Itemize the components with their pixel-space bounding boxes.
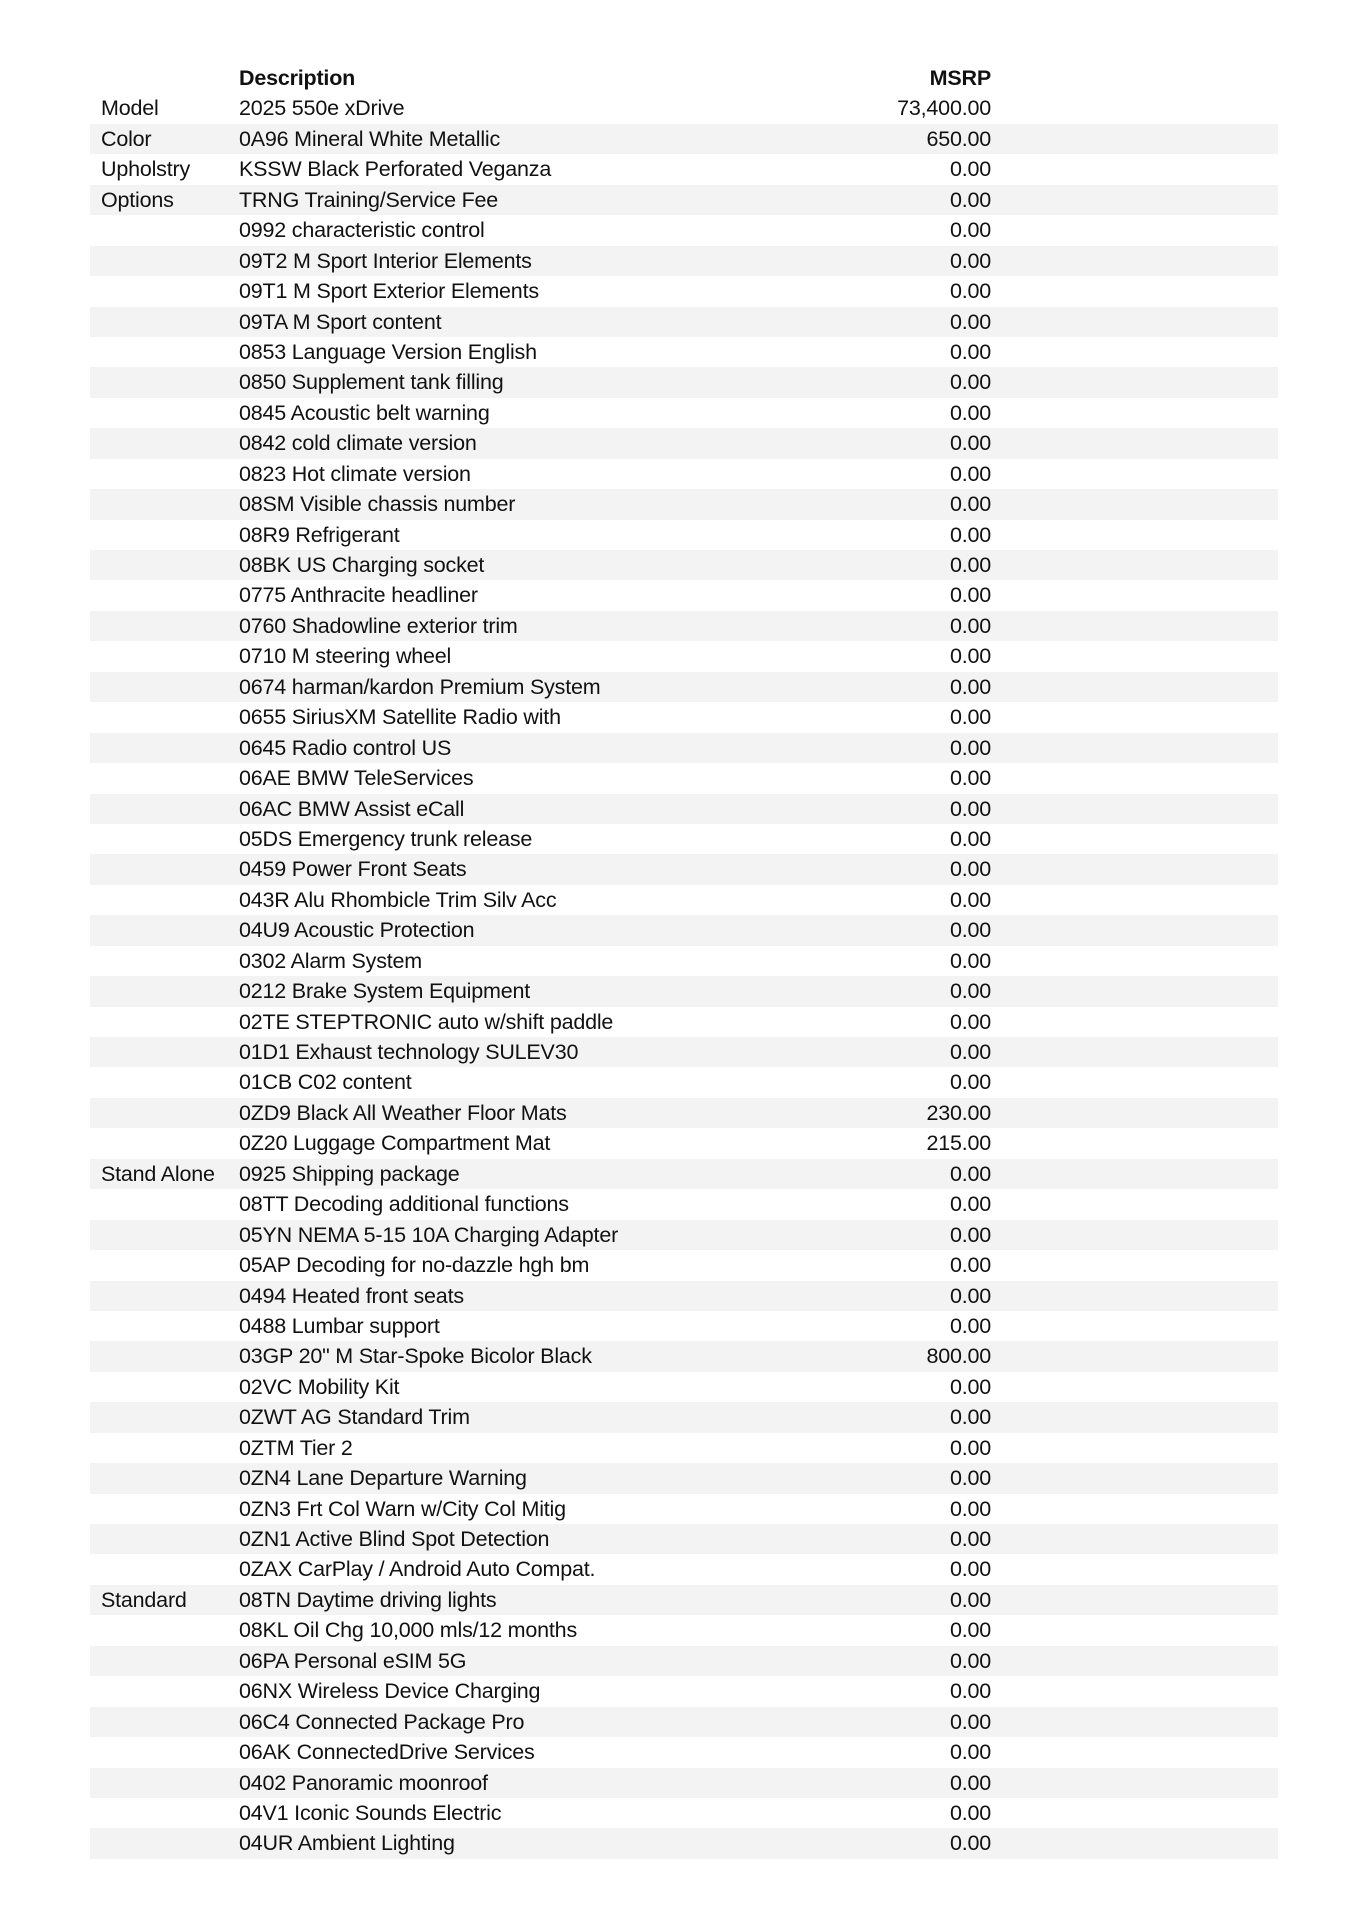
row-description: 0655 SiriusXM Satellite Radio with — [239, 705, 561, 730]
header-description: Description — [239, 66, 356, 90]
row-price: 0.00 — [949, 187, 991, 212]
row-description: 08TN Daytime driving lights — [239, 1587, 497, 1612]
table-row — [90, 1341, 1278, 1371]
row-description: 06AC BMW Assist eCall — [239, 796, 465, 821]
row-price: 0.00 — [949, 1466, 991, 1491]
row-price: 0.00 — [949, 1709, 991, 1734]
row-price: 0.00 — [949, 1070, 991, 1095]
row-description: 0925 Shipping package — [239, 1161, 460, 1186]
row-description: 0760 Shadowline exterior trim — [239, 613, 518, 638]
table-row — [90, 124, 1278, 154]
header-msrp: MSRP — [929, 66, 991, 90]
table-row — [90, 1402, 1278, 1432]
row-description: 0842 cold climate version — [239, 431, 477, 456]
row-description: 0674 harman/kardon Premium System — [239, 674, 601, 699]
table-row — [90, 1646, 1278, 1676]
row-description: 0Z20 Luggage Compartment Mat — [239, 1131, 551, 1156]
row-description: 05YN NEMA 5-15 10A Charging Adapter — [239, 1222, 619, 1247]
row-price: 0.00 — [949, 461, 991, 486]
table-row — [90, 763, 1278, 793]
row-price: 0.00 — [949, 1618, 991, 1643]
row-price: 0.00 — [949, 1192, 991, 1217]
table-row — [90, 185, 1278, 215]
row-description: 0ZTM Tier 2 — [239, 1435, 353, 1460]
table-row — [90, 1494, 1278, 1524]
row-description: 0ZN1 Active Blind Spot Detection — [239, 1527, 550, 1551]
table-row — [90, 946, 1278, 976]
table-row — [90, 550, 1278, 580]
row-price: 0.00 — [949, 553, 991, 577]
table-row — [90, 1098, 1278, 1128]
row-price: 0.00 — [949, 1740, 991, 1765]
row-price: 0.00 — [949, 644, 991, 669]
row-price: 0.00 — [949, 1405, 991, 1430]
row-price: 0.00 — [949, 1283, 991, 1308]
row-price: 0.00 — [949, 1253, 991, 1278]
row-price: 0.00 — [949, 492, 991, 517]
row-description: 06NX Wireless Device Charging — [239, 1679, 541, 1704]
table-row — [90, 1159, 1278, 1189]
row-price: 0.00 — [949, 979, 991, 1004]
table-row — [90, 307, 1278, 337]
row-description: 01CB C02 content — [239, 1070, 412, 1095]
row-price: 0.00 — [949, 1800, 991, 1825]
row-price: 0.00 — [949, 1374, 991, 1399]
row-price: 800.00 — [926, 1344, 991, 1369]
table-row — [90, 1798, 1278, 1828]
table-row — [90, 976, 1278, 1006]
row-description: 0ZD9 Black All Weather Floor Mats — [239, 1100, 567, 1125]
row-description: 0ZN4 Lane Departure Warning — [239, 1466, 527, 1491]
table-row — [90, 915, 1278, 945]
row-price: 0.00 — [949, 918, 991, 943]
row-price: 0.00 — [949, 1679, 991, 1704]
row-description: 0845 Acoustic belt warning — [239, 400, 490, 425]
table-row — [90, 1737, 1278, 1767]
row-price: 0.00 — [949, 583, 991, 608]
row-price: 0.00 — [949, 1222, 991, 1247]
table-row — [90, 154, 1278, 184]
table-row — [90, 1067, 1278, 1097]
table-row — [90, 1433, 1278, 1463]
table-row — [90, 641, 1278, 671]
row-description: 0992 characteristic control — [239, 218, 485, 243]
row-description: 09TA M Sport content — [239, 309, 442, 334]
table-row — [90, 580, 1278, 610]
table-row — [90, 1676, 1278, 1706]
row-description: 08KL Oil Chg 10,000 mls/12 months — [239, 1618, 577, 1643]
table-row — [90, 1524, 1278, 1554]
row-price: 0.00 — [949, 370, 991, 395]
row-description: 06AE BMW TeleServices — [239, 766, 474, 791]
row-category: Options — [101, 187, 174, 212]
row-price: 230.00 — [926, 1100, 991, 1125]
table-body — [90, 93, 1278, 1858]
table-row — [90, 672, 1278, 702]
row-description: 0302 Alarm System — [239, 948, 423, 973]
row-description: 09T2 M Sport Interior Elements — [239, 248, 532, 273]
table-row — [90, 1615, 1278, 1645]
table-row — [90, 93, 1278, 123]
table-row — [90, 1250, 1278, 1280]
row-description: 06C4 Connected Package Pro — [239, 1709, 525, 1734]
table-row — [90, 854, 1278, 884]
row-description: 0A96 Mineral White Metallic — [239, 126, 501, 151]
row-category: Upholstry — [101, 157, 191, 182]
row-description: 0488 Lumbar support — [239, 1313, 440, 1338]
row-description: 2025 550e xDrive — [239, 96, 405, 121]
row-description: 06PA Personal eSIM 5G — [239, 1648, 467, 1673]
row-description: 02TE STEPTRONIC auto w/shift paddle — [239, 1009, 614, 1034]
table-row — [90, 276, 1278, 306]
row-description: 0402 Panoramic moonroof — [239, 1770, 488, 1795]
table-row — [90, 398, 1278, 428]
table-row — [90, 1585, 1278, 1615]
table-row — [90, 1128, 1278, 1158]
row-price: 0.00 — [949, 1496, 991, 1521]
row-description: 0710 M steering wheel — [239, 644, 452, 669]
table-row — [90, 337, 1278, 367]
row-description: 0775 Anthracite headliner — [239, 583, 478, 608]
row-price: 0.00 — [949, 948, 991, 973]
row-price: 0.00 — [949, 1770, 991, 1795]
row-price: 0.00 — [949, 887, 991, 912]
table-row — [90, 885, 1278, 915]
msrp-table — [90, 63, 1278, 1859]
table-row — [90, 1220, 1278, 1250]
table-row — [90, 824, 1278, 854]
table-row — [90, 428, 1278, 458]
row-description: 0850 Supplement tank filling — [239, 370, 504, 395]
table-row — [90, 246, 1278, 276]
row-category: Stand Alone — [101, 1161, 215, 1186]
row-price: 0.00 — [949, 339, 991, 364]
row-description: 04U9 Acoustic Protection — [239, 918, 475, 943]
table-row — [90, 489, 1278, 519]
table-row — [90, 733, 1278, 763]
table-row — [90, 215, 1278, 245]
row-category: Color — [101, 126, 152, 151]
row-description: 0823 Hot climate version — [239, 461, 471, 486]
row-description: TRNG Training/Service Fee — [239, 187, 499, 212]
table-row — [90, 1189, 1278, 1219]
table-row — [90, 1372, 1278, 1402]
row-description: 08BK US Charging socket — [239, 553, 485, 577]
row-price: 215.00 — [926, 1131, 991, 1156]
row-price: 0.00 — [949, 1557, 991, 1582]
row-description: 08R9 Refrigerant — [239, 522, 400, 547]
row-price: 0.00 — [949, 218, 991, 243]
table-row — [90, 702, 1278, 732]
table-row — [90, 1707, 1278, 1737]
row-price: 0.00 — [949, 674, 991, 699]
row-description: 06AK ConnectedDrive Services — [239, 1740, 535, 1765]
row-price: 0.00 — [949, 857, 991, 882]
row-price: 0.00 — [949, 1527, 991, 1551]
row-price: 73,400.00 — [897, 96, 991, 121]
row-category: Model — [101, 96, 159, 121]
row-description: 05DS Emergency trunk release — [239, 826, 533, 851]
table-row — [90, 1037, 1278, 1067]
row-price: 0.00 — [949, 826, 991, 851]
row-description: 04V1 Iconic Sounds Electric — [239, 1800, 502, 1825]
row-description: 04UR Ambient Lighting — [239, 1831, 455, 1856]
row-price: 0.00 — [949, 522, 991, 547]
row-price: 0.00 — [949, 735, 991, 760]
row-price: 0.00 — [949, 248, 991, 273]
row-description: 0645 Radio control US — [239, 735, 452, 760]
table-row — [90, 1281, 1278, 1311]
row-description: KSSW Black Perforated Veganza — [239, 157, 552, 182]
row-price: 0.00 — [949, 1313, 991, 1338]
row-description: 0ZAX CarPlay / Android Auto Compat. — [239, 1557, 596, 1582]
row-description: 043R Alu Rhombicle Trim Silv Acc — [239, 887, 557, 912]
table-header — [90, 63, 1278, 93]
row-description: 08TT Decoding additional functions — [239, 1192, 569, 1217]
table-row — [90, 520, 1278, 550]
row-description: 08SM Visible chassis number — [239, 492, 516, 517]
row-price: 0.00 — [949, 400, 991, 425]
row-price: 0.00 — [949, 431, 991, 456]
row-description: 0ZN3 Frt Col Warn w/City Col Mitig — [239, 1496, 566, 1521]
row-price: 0.00 — [949, 1587, 991, 1612]
row-description: 03GP 20" M Star-Spoke Bicolor Black — [239, 1344, 592, 1369]
row-description: 01D1 Exhaust technology SULEV30 — [239, 1040, 579, 1064]
table-row — [90, 1768, 1278, 1798]
row-price: 0.00 — [949, 796, 991, 821]
row-description: 0494 Heated front seats — [239, 1283, 464, 1308]
row-price: 0.00 — [949, 1648, 991, 1673]
row-price: 0.00 — [949, 1040, 991, 1064]
row-price: 0.00 — [949, 1435, 991, 1460]
table-row — [90, 459, 1278, 489]
row-description: 09T1 M Sport Exterior Elements — [239, 279, 539, 304]
row-price: 0.00 — [949, 309, 991, 334]
table-row — [90, 1007, 1278, 1037]
row-price: 650.00 — [926, 126, 991, 151]
row-description: 05AP Decoding for no-dazzle hgh bm — [239, 1253, 590, 1278]
table-row — [90, 611, 1278, 641]
row-price: 0.00 — [949, 705, 991, 730]
row-category: Standard — [101, 1587, 187, 1612]
row-description: 02VC Mobility Kit — [239, 1374, 400, 1399]
row-description: 0853 Language Version English — [239, 339, 537, 364]
row-price: 0.00 — [949, 1009, 991, 1034]
table-row — [90, 1828, 1278, 1858]
table-row — [90, 1311, 1278, 1341]
row-price: 0.00 — [949, 766, 991, 791]
row-price: 0.00 — [949, 1831, 991, 1856]
row-price: 0.00 — [949, 1161, 991, 1186]
table-row — [90, 794, 1278, 824]
row-description: 0459 Power Front Seats — [239, 857, 467, 882]
row-description: 0ZWT AG Standard Trim — [239, 1405, 470, 1430]
table-row — [90, 1463, 1278, 1493]
row-price: 0.00 — [949, 613, 991, 638]
row-price: 0.00 — [949, 157, 991, 182]
row-description: 0212 Brake System Equipment — [239, 979, 530, 1004]
table-row — [90, 1554, 1278, 1584]
table-row — [90, 367, 1278, 397]
row-price: 0.00 — [949, 279, 991, 304]
